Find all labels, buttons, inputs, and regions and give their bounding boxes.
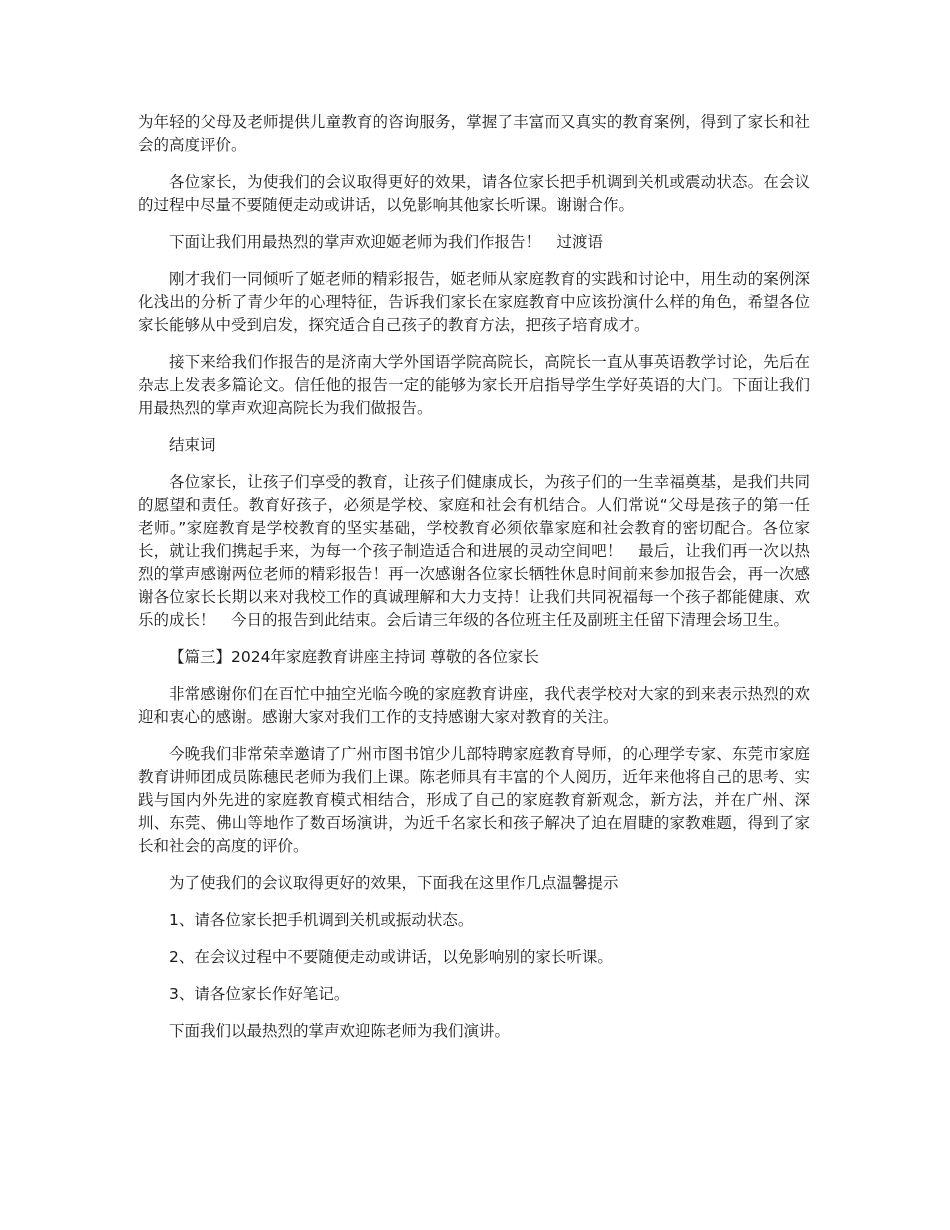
paragraph-closing-remarks: 各位家长，让孩子们享受的教育，让孩子们健康成长，为孩子们的一生幸福奠基，是我们共同的愿望和责任。教育好孩子，必须是学校、家庭和社会有机结合。人们常说“父母是孩子的第一任老师。”家庭教育是学校教育的坚实基础，学校教育必须依靠家庭和社会教育的密切配合。各位家长，就让我们携起手来，为每一个孩子制造适合和进展的灵动空间吧！ 最后，让我们再一次以热烈的掌声感谢两位老师的精彩报告！再一次感谢各位家长牺牲休息时间前来参加报告会，再一次感谢各位家长长期以来对我校工作的真诚理解和大力支持！让我们共同祝福每一个孩子都能健康、欢乐的成长！ 今日的报告到此结束。会后请三年级的各位班主任及副班主任留下清理会场卫生。 (138, 473, 810, 629)
paragraph-speaker-intro: 今晚我们非常荣幸邀请了广州市图书馆少儿部特聘家庭教育导师，的心理学专家、东莞市家庭教育讲师团成员陈穗民老师为我们上课。陈老师具有丰富的个人阅历，近年来他将自己的思考、实践与国内外先进的家庭教育模式相结合，形成了自己的家庭教育新观念，新方法，并在广州、深圳、东莞、佛山等地作了数百场演讲，为近千名家长和孩子解决了迫在眉睫的家教难题，得到了家长和社会的高度的评价。 (138, 745, 810, 855)
list-item-tip-3: 3、请各位家长作好笔记。 (169, 985, 350, 1003)
paragraph-welcome-chen: 下面我们以最热烈的掌声欢迎陈老师为我们演讲。 (169, 1022, 511, 1040)
paragraph-next-speaker: 接下来给我们作报告的是济南大学外国语学院高院长，高院长一直从事英语教学讨论，先后在杂志上发表多篇论文。信任他的报告一定的能够为家长开启指导学生学好英语的大门。下面让我们用最热烈的掌声欢迎高院长为我们做报告。 (138, 353, 810, 417)
paragraph-transition: 刚才我们一同倾听了姬老师的精彩报告，姬老师从家庭教育的实践和讨论中，用生动的案例深化浅出的分析了青少年的心理特征，告诉我们家长在家庭教育中应该扮演什么样的角色，希望各位家长能够从中受到启发，探究适合自己孩子的教育方法，把孩子培育成才。 (138, 270, 810, 334)
section-heading-part-three: 【篇三】2024年家庭教育讲座主持词 尊敬的各位家长 (169, 648, 539, 666)
paragraph-welcome-ji: 下面让我们用最热烈的掌声欢迎姬老师为我们作报告！ 过渡语 (169, 233, 604, 251)
paragraph-tips-intro: 为了使我们的会议取得更好的效果，下面我在这里作几点温馨提示 (169, 874, 619, 892)
list-item-tip-2: 2、在会议过程中不要随便走动或讲话，以免影响别的家长听课。 (169, 948, 613, 966)
list-item-tip-1: 1、请各位家长把手机调到关机或振动状态。 (169, 911, 474, 929)
paragraph-intro-continuation: 为年轻的父母及老师提供儿童教育的咨询服务，掌握了丰富而又真实的教育案例，得到了家长和社会的高度评价。 (138, 113, 810, 154)
paragraph-closing-heading: 结束词 (169, 436, 216, 454)
paragraph-thanks: 非常感谢你们在百忙中抽空光临今晚的家庭教育讲座，我代表学校对大家的到来表示热烈的欢迎和衷心的感谢。感谢大家对我们工作的支持感谢大家对教育的关注。 (138, 685, 810, 726)
paragraph-phone-reminder: 各位家长，为使我们的会议取得更好的效果，请各位家长把手机调到关机或震动状态。在会议的过程中尽量不要随便走动或讲话，以免影响其他家长听课。谢谢合作。 (138, 173, 810, 214)
document-page (138, 111, 810, 1057)
